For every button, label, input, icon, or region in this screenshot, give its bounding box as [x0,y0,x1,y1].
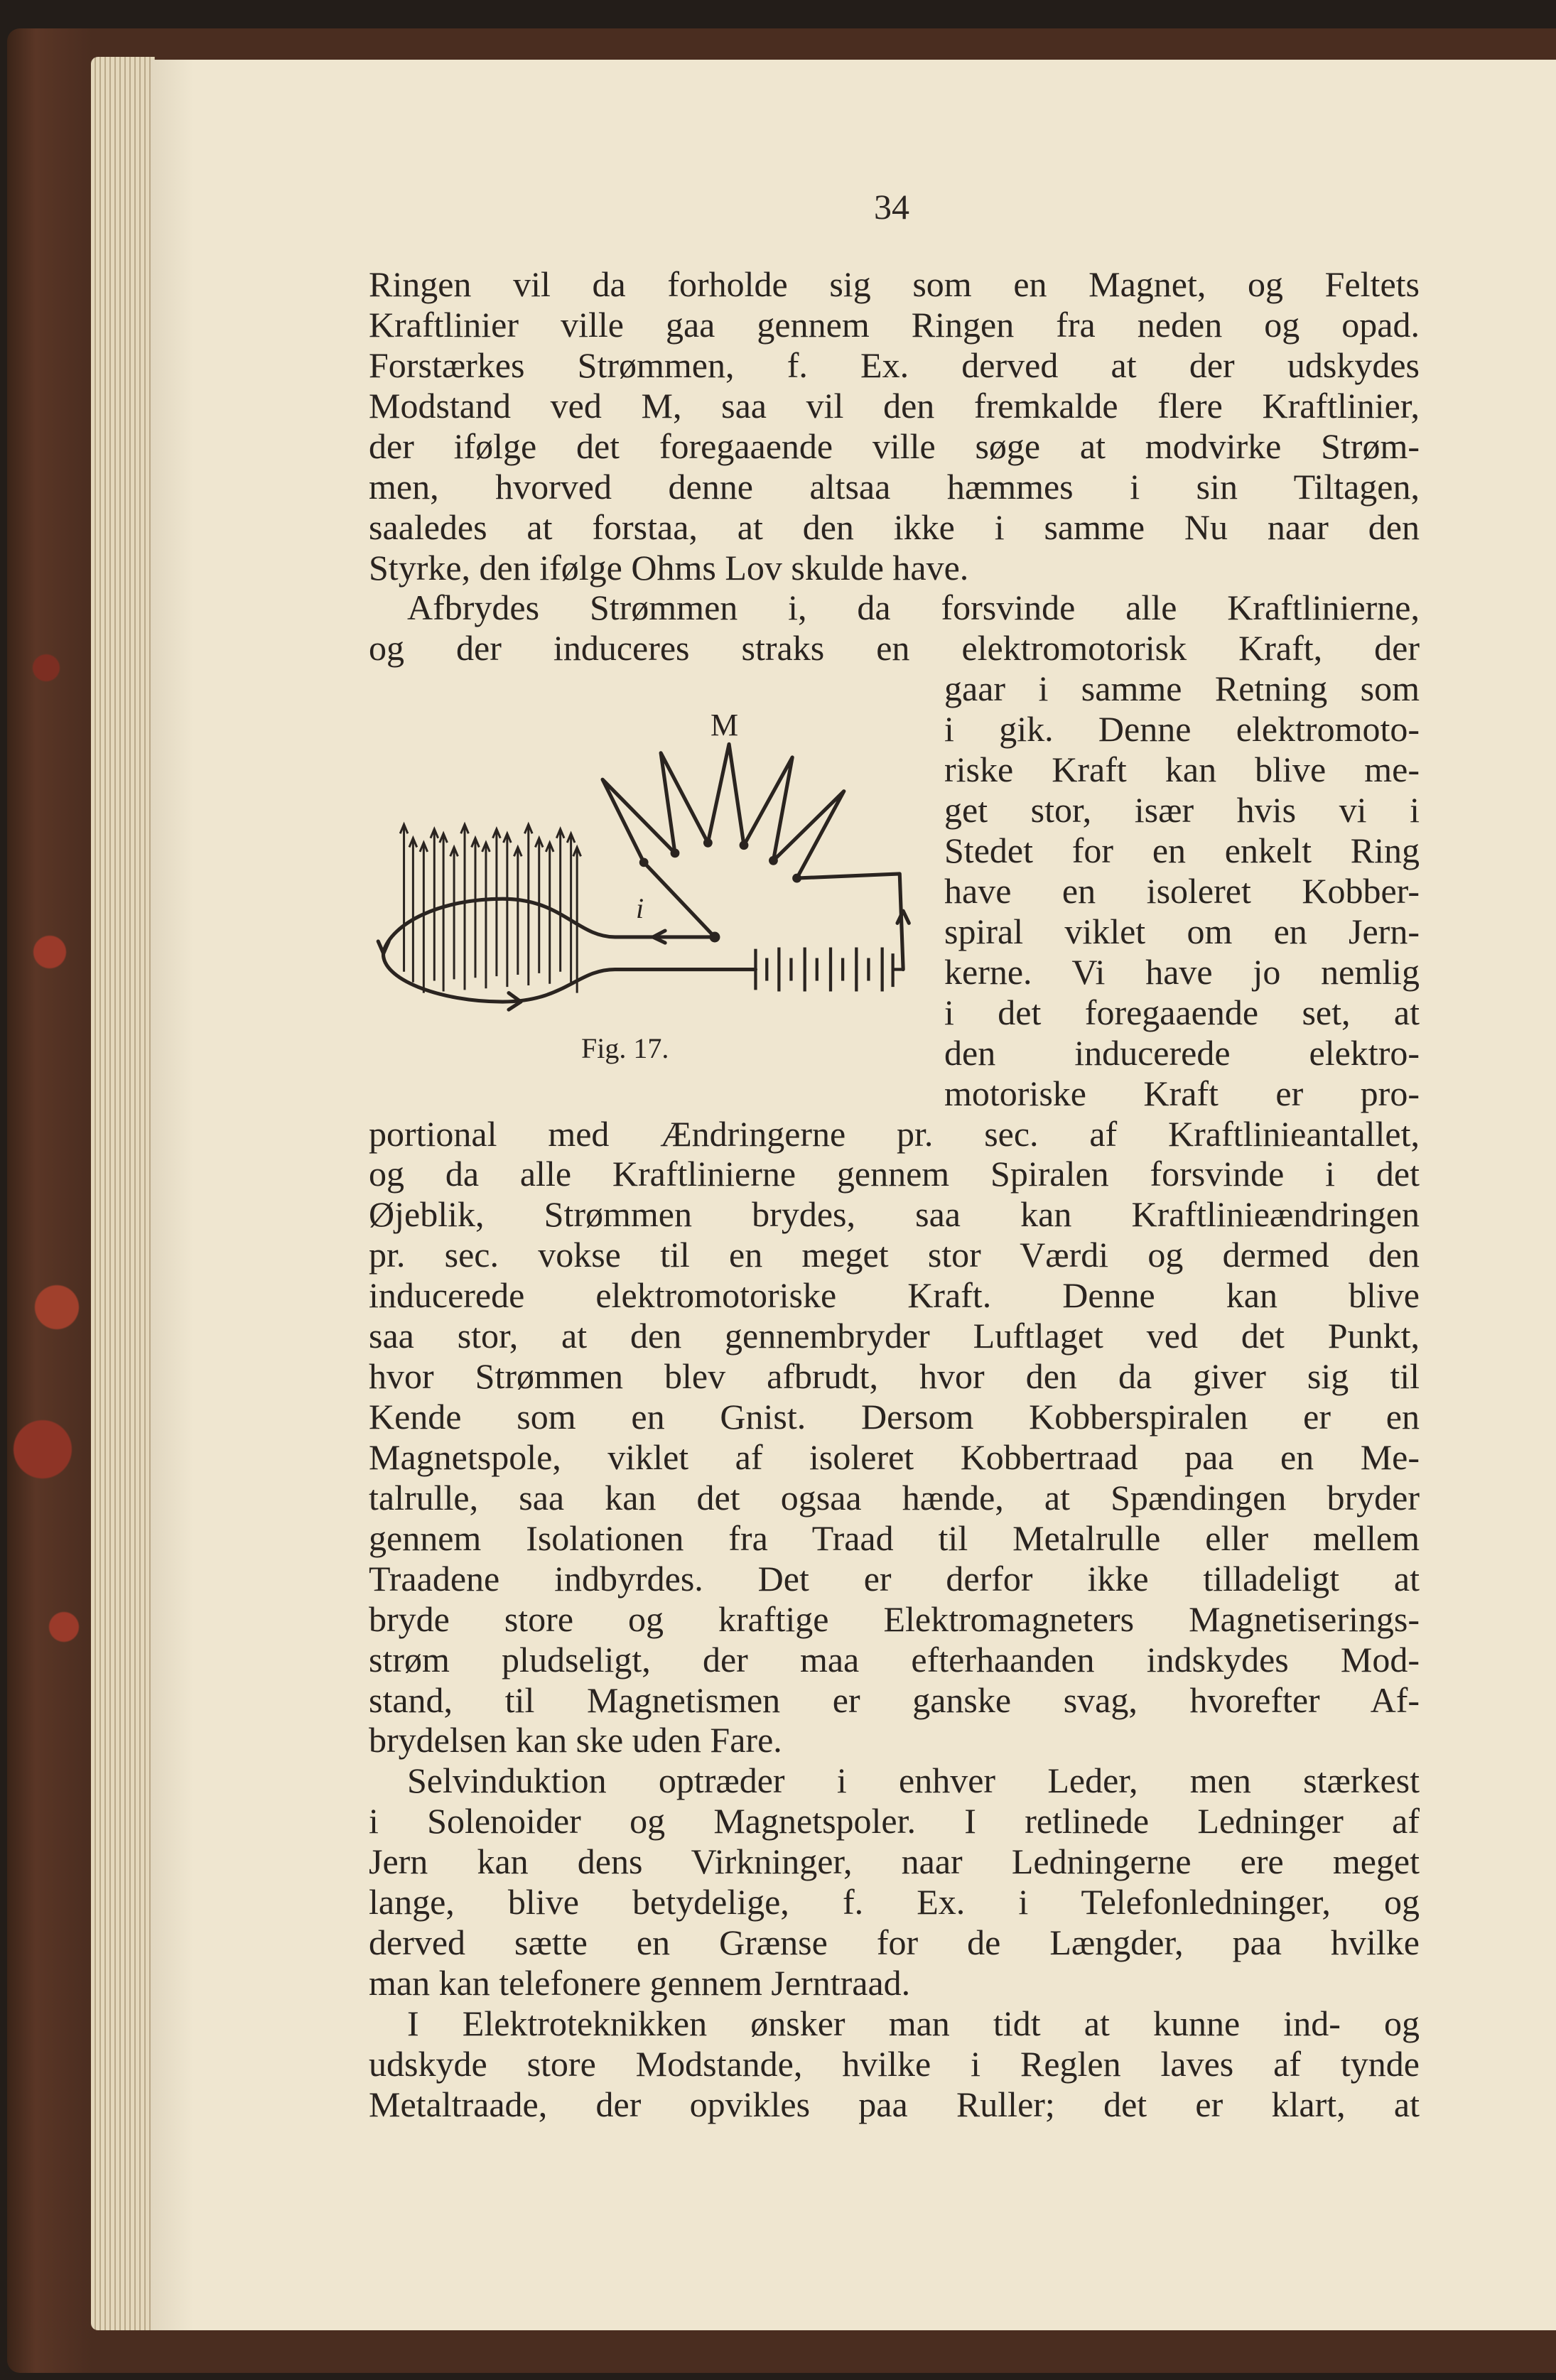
field-line-arrow [440,833,448,991]
text-line: inducerede elektromotoriske Kraft. Denne kan blive [369,1275,1420,1316]
contact-dots [639,838,801,943]
text-line: gennem Isolationen fra Traad til Metalrulle eller mellem [369,1518,1420,1558]
text-line: i det foregaaende set, at [944,992,1420,1032]
text-line: Ringen vil da forholde sig som en Magnet, og Feltets [369,264,1420,304]
field-line-arrow [482,843,490,988]
loop-wire [383,952,755,1002]
text-line: kerne. Vi have jo nemlig [944,951,1420,992]
text-line: Magnetspole, viklet af isoleret Kobbertraad paa en Me- [369,1437,1420,1477]
text-line: saa stor, at den gennembryder Luftlaget ved det Punkt, [369,1316,1420,1356]
text-line: strøm pludseligt, der maa efterhaanden indskydes Mod- [369,1639,1420,1679]
text-line: Forstærkes Strømmen, f. Ex. derved at der udskydes [369,345,1420,385]
text-line: stand, til Magnetismen er ganske svag, hvorefter Af- [369,1679,1420,1720]
text-line: Modstand ved M, saa vil den fremkalde flere Kraftlinier, [369,385,1420,426]
text-line: i Solenoider og Magnetspoler. I retlinede Ledninger af [369,1801,1420,1841]
text-line: saaledes at forstaa, at den ikke i samme Nu naar den [369,507,1420,547]
text-line: i gik. Denne elektromoto- [944,709,1420,750]
field-line-arrow [420,843,428,993]
text-line: Traadene indbyrdes. Det er derfor ikke tilladeligt at [369,1558,1420,1599]
text-line: spiral viklet om en Jern- [944,911,1420,951]
text-line: Styrke, den ifølge Ohms Lov skulde have. [369,547,969,588]
text-line: den inducerede elektro- [944,1032,1420,1073]
text-line: man kan telefonere gennem Jerntraad. [369,1963,911,2003]
field-line-arrow [493,829,501,976]
text-line: get stor, især hvis vi i [944,790,1420,831]
figure-17-diagram [364,698,941,1063]
text-line: og der induceres straks en elektromotorisk Kraft, der [369,628,1420,669]
field-line-arrow [524,824,532,985]
field-line-arrow [546,843,553,984]
figure-caption: Fig. 17. [581,1032,669,1064]
text-line: Metaltraade, der opvikles paa Ruller; det er klart, at [369,2084,1420,2124]
text-line: portional med Ændringerne pr. sec. af Kraftlinieantallet, [369,1113,1420,1154]
field-line-arrow [461,824,469,990]
text-line: der ifølge det foregaaende ville søge at modvirke Strøm- [369,426,1420,466]
text-line: Kraftlinier ville gaa gennem Ringen fra neden og opad. [369,304,1420,345]
text-line: derved sætte en Grænse for de Længder, paa hvilke [369,1922,1420,1963]
text-line: talrulle, saa kan det ogsaa hænde, at Spændingen bryder [369,1477,1420,1518]
text-line: gaar i samme Retning som [944,669,1420,709]
text-line: Jern kan dens Virkninger, naar Ledningerne ere meget [369,1841,1420,1882]
battery [755,948,903,992]
field-line-arrow [514,847,522,974]
text-line: lange, blive betydelige, f. Ex. i Telefonledninger, og [369,1882,1420,1922]
text-line: Øjeblik, Strømmen brydes, saa kan Kraftlinieændringen [369,1194,1420,1235]
page-number: 34 [874,187,909,227]
page-edges [91,57,155,2330]
text-line: men, hvorved denne altsaa hæmmes i sin Tiltagen, [369,466,1420,507]
figure-label-i: i [636,892,644,924]
field-line-arrow [556,829,564,972]
field-line-arrow [504,833,512,987]
text-line: hvor Strømmen blev afbrudt, hvor den da giver sig til [369,1356,1420,1397]
text-line: og da alle Kraftlinierne gennem Spiralen forsvinde i det [369,1154,1420,1194]
text-line: riske Kraft kan blive me- [944,750,1420,790]
field-line-arrow [409,838,417,983]
figure-label-m: M [711,708,739,742]
text-line: have en isoleret Kobber- [944,870,1420,911]
field-line-arrow [400,824,408,971]
text-line: motoriske Kraft er pro- [944,1073,1420,1113]
text-line: I Elektroteknikken ønsker man tidt at kunne ind- og [407,2003,1420,2043]
text-line: udskyde store Modstande, hvilke i Reglen laves af tynde [369,2043,1420,2084]
field-line-arrow [450,847,458,979]
text-line: pr. sec. vokse til en meget stor Værdi og dermed den [369,1235,1420,1275]
field-line-arrow [472,838,480,978]
text-line: Kende som en Gnist. Dersom Kobberspiralen er en [369,1397,1420,1437]
text-line: Afbrydes Strømmen i, da forsvinde alle Kraftlinierne, [407,588,1420,628]
field-line-arrow [573,847,581,992]
text-line: bryde store og kraftige Elektromagneters Magnetiserings- [369,1599,1420,1639]
field-line-arrow [431,829,438,981]
text-line: brydelsen kan ske uden Fare. [369,1720,782,1760]
text-line: Selvinduktion optræder i enhver Leder, men stærkest [407,1760,1420,1801]
text-line: Stedet for en enkelt Ring [944,831,1420,871]
